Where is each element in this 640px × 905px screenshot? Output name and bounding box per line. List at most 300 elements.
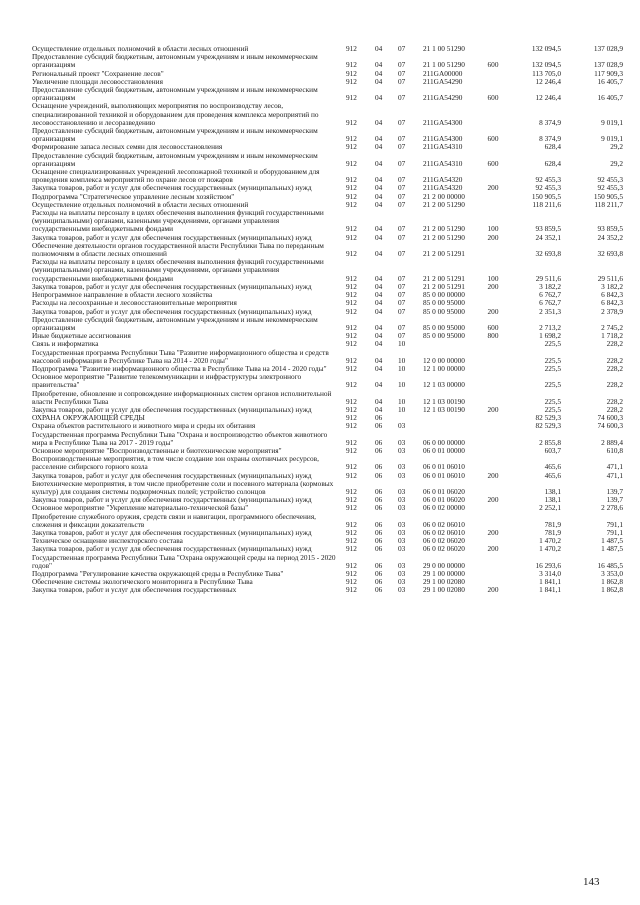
expense-type-code: 200 <box>487 585 499 595</box>
subsection-code: 03 <box>398 503 406 513</box>
subsection-code: 07 <box>398 93 406 103</box>
amount-year-1: 32 693,8 <box>535 249 561 259</box>
section-code: 04 <box>375 232 383 242</box>
amount-year-1: 132 094,5 <box>531 44 561 53</box>
row-name: Закупка товаров, работ и услуг для обеспечения государственных <box>32 585 237 595</box>
row-name: Предоставление субсидий бюджетным, автономным учреждениям и иным некоммерческим организациям <box>32 85 318 103</box>
expense-type-code: 200 <box>487 232 499 242</box>
amount-year-2: 117 909,3 <box>594 68 623 78</box>
subsection-code: 07 <box>398 191 406 201</box>
table-row <box>0 513 640 529</box>
section-code: 04 <box>375 380 383 390</box>
row-name: Подпрограмма "Развитие информационного общества в Республике Тыва на 2014 - 2020 годы" <box>32 363 327 373</box>
subsection-code: 10 <box>398 380 406 390</box>
section-code: 06 <box>375 470 383 480</box>
department-code: 912 <box>346 298 357 308</box>
expense-type-code: 100 <box>487 224 499 234</box>
row-name: Иные бюджетные ассигнования <box>32 331 131 341</box>
department-code: 912 <box>346 273 357 283</box>
amount-year-2: 228,2 <box>606 355 623 365</box>
subsection-code: 03 <box>398 495 406 505</box>
table-row <box>0 86 640 102</box>
target-article-code: 06 0 02 06010 <box>423 527 465 537</box>
expense-type-code: 800 <box>487 331 499 341</box>
amount-year-1: 24 352,1 <box>535 232 561 242</box>
section-code: 04 <box>375 44 383 53</box>
section-code: 04 <box>375 290 383 300</box>
amount-year-1: 465,6 <box>544 470 561 480</box>
row-name: Обеспечение системы экологического мониторинга в Республике Тыва <box>32 577 253 587</box>
subsection-code: 07 <box>398 232 406 242</box>
target-article-code: 06 0 01 06020 <box>423 486 465 496</box>
section-code: 04 <box>375 355 383 365</box>
section-code: 06 <box>375 577 383 587</box>
section-code: 06 <box>375 585 383 595</box>
amount-year-2: 74 600,3 <box>597 421 623 431</box>
section-code: 04 <box>375 191 383 201</box>
department-code: 912 <box>346 158 357 168</box>
target-article-code: 21 2 00 00000 <box>423 191 465 201</box>
department-code: 912 <box>346 470 357 480</box>
department-code: 912 <box>346 585 357 595</box>
target-article-code: 06 0 02 06020 <box>423 536 465 546</box>
row-name: Подпрограмма "Стратегическое управление лесным хозяйством" <box>32 191 235 201</box>
department-code: 912 <box>346 290 357 300</box>
subsection-code: 10 <box>398 339 406 349</box>
target-article-code: 06 0 01 06010 <box>423 470 465 480</box>
subsection-code: 07 <box>398 134 406 144</box>
department-code: 912 <box>346 331 357 341</box>
amount-year-1: 132 094,5 <box>531 60 561 70</box>
section-code: 06 <box>375 486 383 496</box>
target-article-code: 85 0 00 95000 <box>423 322 465 332</box>
section-code: 06 <box>375 437 383 447</box>
amount-year-2: 228,2 <box>606 380 623 390</box>
subsection-code: 07 <box>398 142 406 152</box>
section-code: 04 <box>375 396 383 406</box>
table-row <box>0 554 640 570</box>
section-code: 04 <box>375 142 383 152</box>
target-article-code: 211GA54290 <box>423 93 463 103</box>
table-row <box>0 349 640 365</box>
amount-year-1: 118 211,6 <box>532 199 561 209</box>
row-name: Предоставление субсидий бюджетным, автономным учреждениям и иным некоммерческим организациям <box>32 52 318 70</box>
target-article-code: 29 1 00 02080 <box>423 577 465 587</box>
row-name: Основное мероприятие "Воспроизводственные и биотехнические мероприятия" <box>32 445 282 455</box>
expense-type-code: 600 <box>487 93 499 103</box>
row-name: Закупка товаров, работ и услуг для обеспечения государственных (муниципальных) нужд <box>32 544 312 554</box>
section-code: 04 <box>375 134 383 144</box>
amount-year-2: 610,8 <box>606 445 623 455</box>
target-article-code: 85 0 00 95000 <box>423 331 465 341</box>
section-code: 06 <box>375 462 383 472</box>
row-name: Подпрограмма "Регулирование качества окружающей среды в Республике Тыва" <box>32 569 284 578</box>
department-code: 912 <box>346 536 357 546</box>
department-code: 912 <box>346 445 357 455</box>
section-code: 04 <box>375 117 383 127</box>
amount-year-2: 29,2 <box>610 158 623 168</box>
expense-type-code: 200 <box>487 527 499 537</box>
section-code: 04 <box>375 363 383 373</box>
subsection-code: 03 <box>398 527 406 537</box>
row-name: Расходы на выплаты персоналу в целях обеспечения выполнения функций государственными (муниципальными) органами, казенными учреждениями, органами управления государственными внебюджетными фондами <box>32 208 324 234</box>
row-name: Расходы на лесоохранные и лесовосстановительные мероприятия <box>32 298 237 308</box>
department-code: 912 <box>346 60 357 70</box>
amount-year-1: 2 713,2 <box>539 322 561 332</box>
target-article-code: 211GA54320 <box>423 175 463 185</box>
amount-year-2: 92 455,3 <box>597 175 623 185</box>
section-code: 04 <box>375 224 383 234</box>
amount-year-2: 1 487,5 <box>601 536 623 546</box>
section-code: 06 <box>375 560 383 570</box>
amount-year-2: 2 889,4 <box>601 437 623 447</box>
department-code: 912 <box>346 199 357 209</box>
subsection-code: 10 <box>398 363 406 373</box>
subsection-code: 07 <box>398 298 406 308</box>
row-name: Приобретение, обновление и сопровождение информационных систем органов исполнительной власти Республики Тыва <box>32 388 332 406</box>
amount-year-1: 138,1 <box>544 495 561 505</box>
subsection-code: 03 <box>398 544 406 554</box>
section-code: 06 <box>375 413 383 423</box>
department-code: 912 <box>346 183 357 193</box>
amount-year-1: 465,6 <box>544 462 561 472</box>
amount-year-2: 92 455,3 <box>597 183 623 193</box>
amount-year-1: 1 470,2 <box>539 536 561 546</box>
target-article-code: 12 1 00 00000 <box>423 363 465 373</box>
table-row <box>0 209 640 234</box>
target-article-code: 211GA54290 <box>423 76 463 86</box>
amount-year-1: 1 841,1 <box>539 585 561 595</box>
department-code: 912 <box>346 322 357 332</box>
target-article-code: 06 0 02 06010 <box>423 519 465 529</box>
table-row <box>0 242 640 258</box>
amount-year-1: 12 246,4 <box>535 76 561 86</box>
amount-year-1: 6 762,7 <box>539 290 561 300</box>
amount-year-1: 2 351,3 <box>539 306 561 316</box>
department-code: 912 <box>346 232 357 242</box>
amount-year-2: 118 211,7 <box>594 199 623 209</box>
table-row <box>0 102 640 127</box>
row-name: Осуществление отдельных полномочий в области лесных отношений <box>32 44 249 53</box>
amount-year-1: 225,5 <box>544 363 561 373</box>
amount-year-1: 82 529,3 <box>535 421 561 431</box>
section-code: 06 <box>375 503 383 513</box>
section-code: 06 <box>375 569 383 578</box>
department-code: 912 <box>346 76 357 86</box>
department-code: 912 <box>346 437 357 447</box>
section-code: 04 <box>375 273 383 283</box>
subsection-code: 07 <box>398 249 406 259</box>
expense-type-code: 200 <box>487 306 499 316</box>
subsection-code: 03 <box>398 569 406 578</box>
row-name: Осуществление отдельных полномочий в области лесных отношений <box>32 199 249 209</box>
section-code: 04 <box>375 249 383 259</box>
amount-year-2: 1 718,2 <box>601 331 623 341</box>
amount-year-2: 3 353,0 <box>601 569 623 578</box>
department-code: 912 <box>346 544 357 554</box>
expense-type-code: 600 <box>487 322 499 332</box>
department-code: 912 <box>346 175 357 185</box>
amount-year-2: 1 487,5 <box>601 544 623 554</box>
amount-year-2: 24 352,2 <box>597 232 623 242</box>
section-code: 04 <box>375 331 383 341</box>
table-row <box>0 390 640 406</box>
target-article-code: 85 0 00 95000 <box>423 298 465 308</box>
amount-year-1: 2 252,1 <box>539 503 561 513</box>
table-row <box>0 127 640 143</box>
row-name: Увеличение площади лесовосстановления <box>32 76 163 86</box>
section-code: 04 <box>375 68 383 78</box>
amount-year-2: 2 745,2 <box>601 322 623 332</box>
row-name: Закупка товаров, работ и услуг для обеспечения государственных (муниципальных) нужд <box>32 527 312 537</box>
target-article-code: 21 2 00 51290 <box>423 224 465 234</box>
amount-year-2: 16 405,7 <box>597 76 623 86</box>
subsection-code: 07 <box>398 224 406 234</box>
section-code: 06 <box>375 527 383 537</box>
target-article-code: 21 1 00 51290 <box>423 44 465 53</box>
subsection-code: 07 <box>398 331 406 341</box>
subsection-code: 10 <box>398 355 406 365</box>
subsection-code: 07 <box>398 273 406 283</box>
row-name: Закупка товаров, работ и услуг для обеспечения государственных (муниципальных) нужд <box>32 470 312 480</box>
table-row <box>0 53 640 69</box>
target-article-code: 211GA54300 <box>423 117 463 127</box>
department-code: 912 <box>346 306 357 316</box>
subsection-code: 03 <box>398 445 406 455</box>
subsection-code: 07 <box>398 199 406 209</box>
department-code: 912 <box>346 117 357 127</box>
amount-year-2: 228,2 <box>606 363 623 373</box>
subsection-code: 07 <box>398 281 406 291</box>
amount-year-2: 228,2 <box>606 396 623 406</box>
amount-year-2: 471,1 <box>606 470 623 480</box>
target-article-code: 12 1 03 00190 <box>423 396 465 406</box>
subsection-code: 07 <box>398 183 406 193</box>
department-code: 912 <box>346 462 357 472</box>
target-article-code: 29 0 00 00000 <box>423 560 465 570</box>
department-code: 912 <box>346 249 357 259</box>
department-code: 912 <box>346 68 357 78</box>
row-name: Оснащение специализированных учреждений лесопожарной техникой и оборудованием для проведения комплекса мероприятий по охране лесов от пожаров <box>32 167 320 185</box>
amount-year-2: 6 842,3 <box>601 290 623 300</box>
target-article-code: 211GA54310 <box>423 142 463 152</box>
row-name: Основное мероприятие "Укрепление материально-технической базы" <box>32 503 249 513</box>
amount-year-2: 2 278,6 <box>601 503 623 513</box>
section-code: 04 <box>375 76 383 86</box>
section-code: 04 <box>375 404 383 414</box>
section-code: 04 <box>375 60 383 70</box>
subsection-code: 03 <box>398 437 406 447</box>
target-article-code: 211GA54300 <box>423 134 463 144</box>
section-code: 06 <box>375 445 383 455</box>
amount-year-1: 225,5 <box>544 404 561 414</box>
amount-year-2: 74 600,3 <box>597 413 623 423</box>
table-row <box>0 258 640 283</box>
expense-type-code: 200 <box>487 183 499 193</box>
amount-year-2: 228,2 <box>606 339 623 349</box>
target-article-code: 29 1 00 00000 <box>423 569 465 578</box>
section-code: 04 <box>375 199 383 209</box>
target-article-code: 06 0 00 00000 <box>423 437 465 447</box>
row-name: Государственная программа Республики Тыва "Развитие информационного общества и средств массовой информации в Республике Тыва на 2014 - 2020 годы" <box>32 347 329 365</box>
section-code: 04 <box>375 281 383 291</box>
target-article-code: 12 1 03 00000 <box>423 380 465 390</box>
row-name: Основное мероприятие "Развитие телекоммуникации и инфраструктуры электронного правительства" <box>32 372 302 390</box>
department-code: 912 <box>346 404 357 414</box>
amount-year-1: 1 698,2 <box>539 331 561 341</box>
target-article-code: 21 2 00 51290 <box>423 199 465 209</box>
department-code: 912 <box>346 224 357 234</box>
target-article-code: 85 0 00 95000 <box>423 306 465 316</box>
table-row <box>0 373 640 389</box>
section-code: 04 <box>375 298 383 308</box>
target-article-code: 29 1 00 02080 <box>423 585 465 595</box>
expense-type-code: 200 <box>487 404 499 414</box>
amount-year-1: 603,7 <box>544 445 561 455</box>
row-name: ОХРАНА ОКРУЖАЮЩЕЙ СРЕДЫ <box>32 413 145 423</box>
table-row <box>0 480 640 496</box>
department-code: 912 <box>346 339 357 349</box>
department-code: 912 <box>346 396 357 406</box>
row-name: Предоставление субсидий бюджетным, автономным учреждениям и иным некоммерческим организациям <box>32 314 318 332</box>
subsection-code: 07 <box>398 158 406 168</box>
amount-year-2: 791,1 <box>606 527 623 537</box>
amount-year-1: 225,5 <box>544 396 561 406</box>
section-code: 04 <box>375 306 383 316</box>
amount-year-1: 1 841,1 <box>539 577 561 587</box>
expense-type-code: 100 <box>487 273 499 283</box>
row-name: Государственная программа Республики Тыва "Охрана окружающей среды на период 2015 - 2020 годов" <box>32 552 336 570</box>
amount-year-1: 8 374,9 <box>539 117 561 127</box>
amount-year-2: 29 511,6 <box>597 273 623 283</box>
subsection-code: 07 <box>398 44 406 53</box>
expense-type-code: 200 <box>487 544 499 554</box>
amount-year-2: 137 028,9 <box>593 60 623 70</box>
amount-year-1: 225,5 <box>544 355 561 365</box>
department-code: 912 <box>346 527 357 537</box>
section-code: 06 <box>375 519 383 529</box>
amount-year-2: 29,2 <box>610 142 623 152</box>
row-name: Охрана объектов растительного и животного мира и среды их обитания <box>32 421 256 431</box>
amount-year-1: 781,9 <box>544 527 561 537</box>
amount-year-1: 3 314,0 <box>539 569 561 578</box>
department-code: 912 <box>346 519 357 529</box>
target-article-code: 211GA54320 <box>423 183 463 193</box>
section-code: 06 <box>375 421 383 431</box>
subsection-code: 07 <box>398 306 406 316</box>
subsection-code: 10 <box>398 404 406 414</box>
target-article-code: 21 1 00 51290 <box>423 60 465 70</box>
target-article-code: 21 2 00 51291 <box>423 249 465 259</box>
amount-year-2: 16 485,5 <box>597 560 623 570</box>
table-row <box>0 586 640 594</box>
target-article-code: 211GA00000 <box>423 68 463 78</box>
amount-year-2: 1 862,8 <box>601 577 623 587</box>
table-row <box>0 152 640 168</box>
row-name: Закупка товаров, работ и услуг для обеспечения государственных (муниципальных) нужд <box>32 306 312 316</box>
subsection-code: 07 <box>398 322 406 332</box>
amount-year-1: 82 529,3 <box>535 413 561 423</box>
section-code: 06 <box>375 495 383 505</box>
row-name: Обеспечение деятельности органов государственной власти Республики Тыва по переданным полномочиям в области лесных отношений <box>32 240 324 259</box>
amount-year-1: 16 293,6 <box>535 560 561 570</box>
amount-year-1: 6 762,7 <box>539 298 561 308</box>
department-code: 912 <box>346 569 357 578</box>
amount-year-1: 29 511,6 <box>535 273 561 283</box>
table-row <box>0 431 640 447</box>
row-name: Связь и информатика <box>32 339 99 349</box>
department-code: 912 <box>346 142 357 152</box>
amount-year-1: 12 246,4 <box>535 93 561 103</box>
amount-year-1: 628,4 <box>544 142 561 152</box>
section-code: 04 <box>375 322 383 332</box>
subsection-code: 03 <box>398 560 406 570</box>
table-row <box>0 168 640 184</box>
target-article-code: 06 0 02 06020 <box>423 544 465 554</box>
amount-year-2: 6 842,3 <box>601 298 623 308</box>
target-article-code: 21 2 00 51291 <box>423 281 465 291</box>
table-row <box>0 316 640 332</box>
subsection-code: 03 <box>398 462 406 472</box>
amount-year-1: 150 905,5 <box>531 191 561 201</box>
section-code: 06 <box>375 544 383 554</box>
target-article-code: 06 0 01 06020 <box>423 495 465 505</box>
department-code: 912 <box>346 495 357 505</box>
target-article-code: 85 0 00 00000 <box>423 290 465 300</box>
expense-type-code: 600 <box>487 134 499 144</box>
amount-year-2: 791,1 <box>606 519 623 529</box>
amount-year-1: 225,5 <box>544 339 561 349</box>
amount-year-2: 9 019,1 <box>601 117 623 127</box>
row-name: Формирование запаса лесных семян для лесовосстановления <box>32 142 223 152</box>
target-article-code: 21 2 00 51290 <box>423 232 465 242</box>
department-code: 912 <box>346 421 357 431</box>
subsection-code: 03 <box>398 577 406 587</box>
amount-year-2: 137 028,9 <box>593 44 623 53</box>
expense-type-code: 200 <box>487 470 499 480</box>
amount-year-2: 16 405,7 <box>597 93 623 103</box>
amount-year-1: 3 182,2 <box>539 281 561 291</box>
subsection-code: 07 <box>398 76 406 86</box>
amount-year-1: 113 705,0 <box>532 68 561 78</box>
page-number: 143 <box>583 876 600 888</box>
amount-year-1: 93 859,5 <box>535 224 561 234</box>
row-name: Техническое оснащение инспекторского состава <box>32 536 183 546</box>
department-code: 912 <box>346 413 357 423</box>
department-code: 912 <box>346 281 357 291</box>
section-code: 04 <box>375 93 383 103</box>
row-name: Предоставление субсидий бюджетным, автономным учреждениям и иным некоммерческим организациям <box>32 150 318 168</box>
department-code: 912 <box>346 191 357 201</box>
expense-type-code: 600 <box>487 60 499 70</box>
row-name: Региональный проект "Сохранение лесов" <box>32 68 164 78</box>
row-name: Оснащение учреждений, выполняющих мероприятия по воспроизводству лесов, специализированной техникой и оборудованием для проведения комплекса мероприятий по лесовосстановлению и лесоразведению <box>32 101 319 127</box>
amount-year-2: 139,7 <box>606 486 623 496</box>
target-article-code: 06 0 01 06010 <box>423 462 465 472</box>
subsection-code: 07 <box>398 68 406 78</box>
subsection-code: 03 <box>398 486 406 496</box>
row-name: Закупка товаров, работ и услуг для обеспечения государственных (муниципальных) нужд <box>32 232 312 242</box>
table-row <box>0 455 640 471</box>
amount-year-2: 3 182,2 <box>601 281 623 291</box>
amount-year-2: 9 019,1 <box>601 134 623 144</box>
subsection-code: 03 <box>398 519 406 529</box>
row-name: Закупка товаров, работ и услуг для обеспечения государственных (муниципальных) нужд <box>32 495 312 505</box>
amount-year-2: 228,2 <box>606 404 623 414</box>
amount-year-1: 92 455,3 <box>535 183 561 193</box>
budget-table <box>0 45 640 595</box>
subsection-code: 07 <box>398 60 406 70</box>
